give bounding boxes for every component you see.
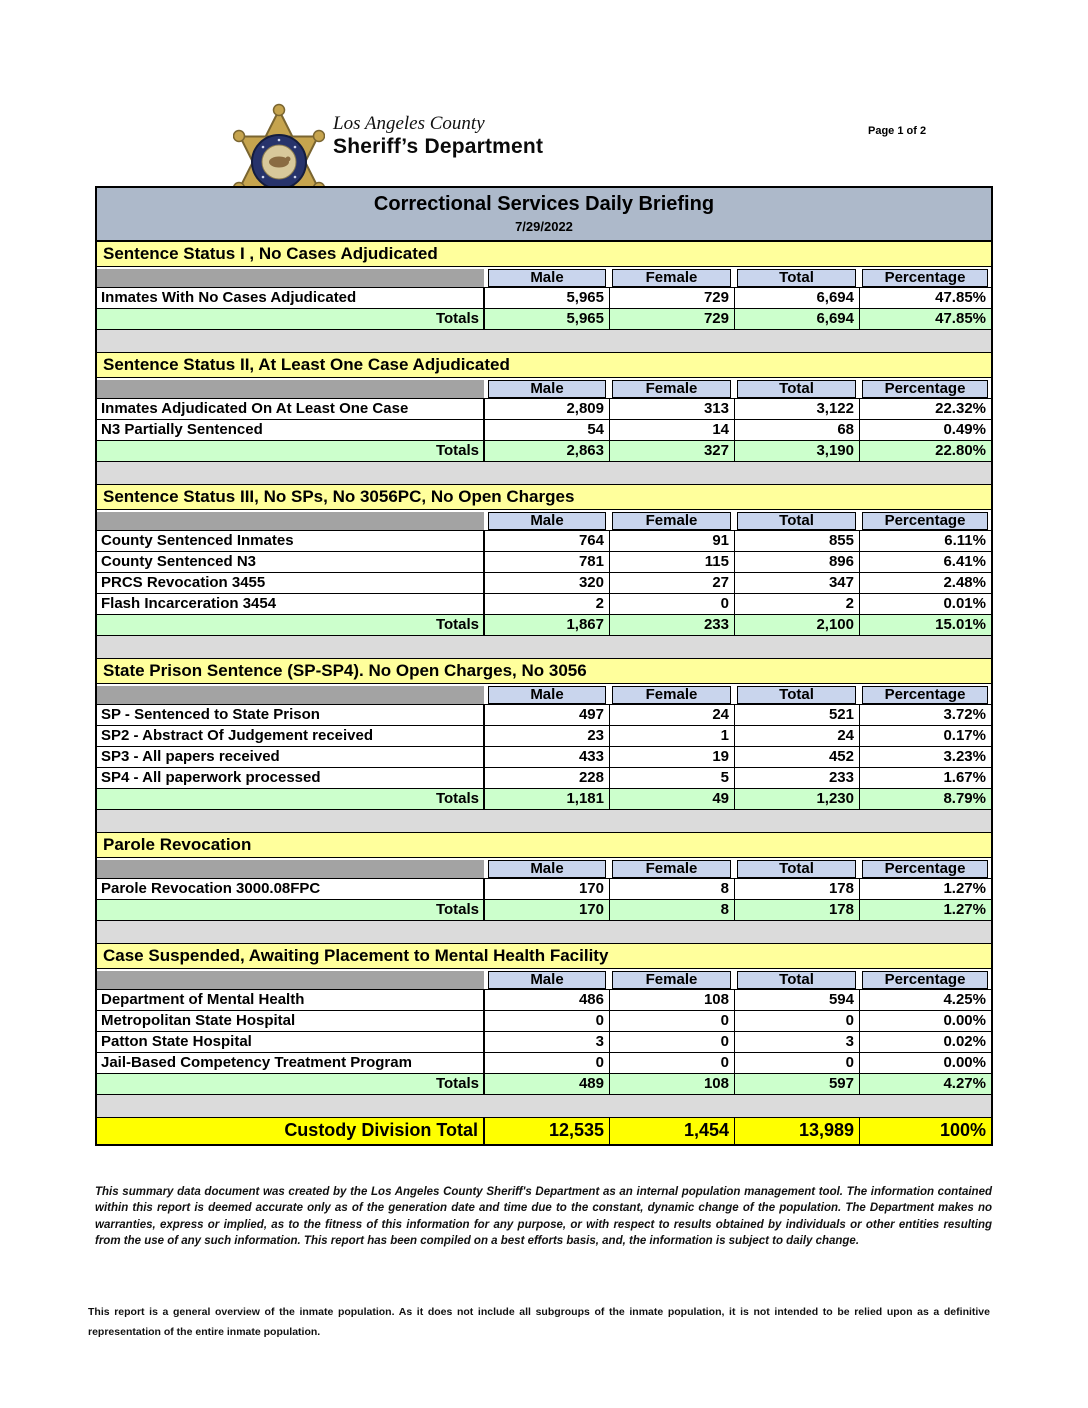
totals-percentage: 15.01% (859, 615, 991, 635)
column-header-male: Male (488, 380, 606, 398)
column-header-male: Male (488, 971, 606, 989)
blank-header-cell (97, 686, 484, 704)
cell-female: 0 (609, 1011, 734, 1031)
cell-percentage: 3.23% (859, 747, 991, 767)
totals-percentage: 1.27% (859, 900, 991, 920)
report-section (97, 944, 991, 1118)
cell-total: 347 (734, 573, 859, 593)
table-row (97, 552, 991, 573)
totals-percentage: 4.27% (859, 1074, 991, 1094)
totals-male: 170 (578, 901, 604, 918)
column-header-row (97, 684, 991, 705)
cell-female: 91 (609, 531, 734, 551)
row-label: County Sentenced Inmates (97, 531, 485, 551)
column-header-female: Female (612, 971, 731, 989)
cell-male: 433 (578, 748, 604, 765)
section-spacer (97, 462, 991, 485)
row-label: SP2 - Abstract Of Judgement received (97, 726, 485, 746)
cell-percentage: 1.27% (859, 879, 991, 899)
column-header-female: Female (612, 512, 731, 530)
cell-total: 0 (734, 1011, 859, 1031)
column-header-female: Female (612, 380, 731, 398)
totals-female: 729 (609, 309, 734, 329)
page-number-label: Page 1 of 2 (868, 125, 927, 137)
cell-male: 764 (578, 532, 604, 549)
column-header-total: Total (737, 380, 856, 398)
report-section (97, 833, 991, 944)
cell-percentage: 0.00% (859, 1011, 991, 1031)
totals-percentage: 47.85% (859, 309, 991, 329)
row-label: Inmates Adjudicated On At Least One Case (97, 399, 485, 419)
blank-header-cell (97, 971, 484, 989)
cell-female: 0 (609, 594, 734, 614)
cell-total: 2 (734, 594, 859, 614)
section-title: Case Suspended, Awaiting Placement to Mental Health Facility (97, 944, 991, 969)
totals-total: 2,100 (734, 615, 859, 635)
row-label: Inmates With No Cases Adjudicated (97, 288, 485, 308)
cell-female: 108 (609, 990, 734, 1010)
table-row (97, 531, 991, 552)
report-section (97, 485, 991, 659)
column-header-percentage: Percentage (862, 686, 988, 704)
totals-female: 8 (609, 900, 734, 920)
cell-total: 3,122 (734, 399, 859, 419)
column-header-percentage: Percentage (862, 512, 988, 530)
totals-male: 1,181 (566, 790, 604, 807)
cell-male: 23 (587, 727, 604, 744)
section-rows (97, 288, 991, 309)
cell-percentage: 6.41% (859, 552, 991, 572)
blank-header-cell (97, 269, 484, 287)
cell-percentage: 0.00% (859, 1053, 991, 1073)
column-header-male: Male (488, 686, 606, 704)
overview-note-paragraph: This report is a general overview of the inmate population. As it does not include all subgroups of the inmate population, it is not intended to be relied upon as a definitive representation of the entire inmate population. (88, 1306, 990, 1338)
grand-total-percentage: 100% (859, 1118, 991, 1144)
report-section (97, 659, 991, 833)
column-header-total: Total (737, 269, 856, 287)
row-label: Department of Mental Health (97, 990, 485, 1010)
section-rows (97, 531, 991, 615)
column-header-female: Female (612, 686, 731, 704)
section-rows (97, 879, 991, 900)
cell-total: 3 (734, 1032, 859, 1052)
custody-division-total-row (97, 1118, 991, 1144)
table-row (97, 288, 991, 309)
totals-total: 597 (734, 1074, 859, 1094)
table-row (97, 594, 991, 615)
cell-female: 14 (609, 420, 734, 440)
cell-total: 6,694 (734, 288, 859, 308)
totals-total: 6,694 (734, 309, 859, 329)
totals-female: 233 (609, 615, 734, 635)
table-row (97, 768, 991, 789)
logo-county-text: Los Angeles County (333, 113, 485, 134)
cell-total: 178 (734, 879, 859, 899)
cell-male: 170 (578, 880, 604, 897)
cell-total: 594 (734, 990, 859, 1010)
row-label: County Sentenced N3 (97, 552, 485, 572)
row-label: SP - Sentenced to State Prison (97, 705, 485, 725)
column-header-percentage: Percentage (862, 860, 988, 878)
row-label: Patton State Hospital (97, 1032, 485, 1052)
totals-row (97, 309, 991, 330)
column-header-total: Total (737, 686, 856, 704)
cell-percentage: 0.01% (859, 594, 991, 614)
report-section (97, 242, 991, 353)
report-title-bar (97, 188, 991, 242)
totals-total: 3,190 (734, 441, 859, 461)
totals-label: Totals (97, 309, 485, 329)
cell-percentage: 22.32% (859, 399, 991, 419)
section-title: Sentence Status II, At Least One Case Adjudicated (97, 353, 991, 378)
cell-female: 729 (609, 288, 734, 308)
cell-female: 0 (609, 1032, 734, 1052)
grand-total-total: 13,989 (734, 1118, 859, 1144)
column-header-percentage: Percentage (862, 380, 988, 398)
cell-percentage: 0.02% (859, 1032, 991, 1052)
cell-male: 2 (595, 595, 604, 612)
totals-label: Totals (97, 900, 485, 920)
totals-total: 1,230 (734, 789, 859, 809)
cell-male: 228 (578, 769, 604, 786)
report-title: Correctional Services Daily Briefing (373, 193, 715, 215)
section-spacer (97, 921, 991, 944)
blank-header-cell (97, 860, 484, 878)
column-header-row (97, 378, 991, 399)
column-header-male: Male (488, 860, 606, 878)
totals-male: 5,965 (566, 310, 604, 327)
totals-female: 108 (609, 1074, 734, 1094)
totals-percentage: 8.79% (859, 789, 991, 809)
totals-total: 178 (734, 900, 859, 920)
totals-male: 489 (578, 1075, 604, 1092)
cell-total: 233 (734, 768, 859, 788)
section-rows (97, 705, 991, 789)
totals-row (97, 1074, 991, 1095)
grand-total-male: 12,535 (548, 1120, 604, 1140)
cell-female: 8 (609, 879, 734, 899)
totals-row (97, 441, 991, 462)
section-spacer (97, 636, 991, 659)
table-row (97, 1032, 991, 1053)
table-row (97, 990, 991, 1011)
cell-female: 0 (609, 1053, 734, 1073)
totals-percentage: 22.80% (859, 441, 991, 461)
cell-total: 521 (734, 705, 859, 725)
column-header-row (97, 510, 991, 531)
totals-row (97, 900, 991, 921)
section-rows (97, 399, 991, 441)
cell-total: 68 (734, 420, 859, 440)
cell-percentage: 3.72% (859, 705, 991, 725)
cell-total: 855 (734, 531, 859, 551)
cell-male: 497 (578, 706, 604, 723)
cell-male: 5,965 (566, 289, 604, 306)
table-row (97, 705, 991, 726)
cell-percentage: 47.85% (859, 288, 991, 308)
cell-percentage: 2.48% (859, 573, 991, 593)
column-header-percentage: Percentage (862, 971, 988, 989)
column-header-male: Male (488, 269, 606, 287)
section-title: Sentence Status III, No SPs, No 3056PC, No Open Charges (97, 485, 991, 510)
cell-male: 781 (578, 553, 604, 570)
totals-male: 2,863 (566, 442, 604, 459)
row-label: Metropolitan State Hospital (97, 1011, 485, 1031)
totals-row (97, 789, 991, 810)
section-title: State Prison Sentence (SP-SP4). No Open Charges, No 3056 (97, 659, 991, 684)
table-row (97, 747, 991, 768)
blank-header-cell (97, 512, 484, 530)
row-label: N3 Partially Sentenced (97, 420, 485, 440)
totals-row (97, 615, 991, 636)
totals-male: 1,867 (566, 616, 604, 633)
cell-percentage: 1.67% (859, 768, 991, 788)
cell-total: 24 (734, 726, 859, 746)
column-header-female: Female (612, 860, 731, 878)
column-header-total: Total (737, 971, 856, 989)
row-label: Jail-Based Competency Treatment Program (97, 1053, 485, 1073)
cell-percentage: 6.11% (859, 531, 991, 551)
table-row (97, 879, 991, 900)
grand-total-label: Custody Division Total (97, 1118, 485, 1144)
cell-percentage: 0.49% (859, 420, 991, 440)
table-row (97, 420, 991, 441)
report-section (97, 353, 991, 485)
cell-female: 24 (609, 705, 734, 725)
totals-label: Totals (97, 1074, 485, 1094)
grand-total-female: 1,454 (609, 1118, 734, 1144)
cell-percentage: 4.25% (859, 990, 991, 1010)
row-label: SP3 - All papers received (97, 747, 485, 767)
section-spacer (97, 810, 991, 833)
disclaimer-paragraph: This summary data document was created by the Los Angeles County Sheriff's Department as an internal population management tool. The information contained within this report is deemed accurate only as of the generation date and time due to the constant, dynamic change of the population. The Department makes no warranties, express or implied, as to the fitness of this information for any purpose, or with respect to results obtained by individuals or other entities resulting from the use of any such information. This report has been compiled on a best efforts basis, and, the information is subject to daily change. (95, 1186, 992, 1247)
column-header-total: Total (737, 860, 856, 878)
section-rows (97, 990, 991, 1074)
cell-male: 3 (595, 1033, 604, 1050)
cell-male: 320 (578, 574, 604, 591)
column-header-row (97, 267, 991, 288)
cell-female: 5 (609, 768, 734, 788)
logo-department-text: Sheriff’s Department (333, 134, 544, 158)
column-header-percentage: Percentage (862, 269, 988, 287)
row-label: Flash Incarceration 3454 (97, 594, 485, 614)
totals-label: Totals (97, 789, 485, 809)
section-title: Sentence Status I , No Cases Adjudicated (97, 242, 991, 267)
totals-label: Totals (97, 441, 485, 461)
blank-header-cell (97, 380, 484, 398)
cell-male: 486 (578, 991, 604, 1008)
section-spacer (97, 330, 991, 353)
cell-female: 1 (609, 726, 734, 746)
sections-host (97, 242, 991, 1118)
totals-female: 327 (609, 441, 734, 461)
section-spacer (97, 1095, 991, 1118)
cell-female: 115 (609, 552, 734, 572)
totals-female: 49 (609, 789, 734, 809)
totals-label: Totals (97, 615, 485, 635)
report-date: 7/29/2022 (515, 219, 573, 234)
cell-total: 452 (734, 747, 859, 767)
column-header-total: Total (737, 512, 856, 530)
row-label: PRCS Revocation 3455 (97, 573, 485, 593)
table-row (97, 399, 991, 420)
table-row (97, 573, 991, 594)
cell-male: 0 (595, 1054, 604, 1071)
column-header-female: Female (612, 269, 731, 287)
briefing-table (95, 186, 993, 1146)
row-label: Parole Revocation 3000.08FPC (97, 879, 485, 899)
cell-female: 19 (609, 747, 734, 767)
cell-male: 54 (587, 421, 604, 438)
cell-male: 2,809 (566, 400, 604, 417)
cell-female: 27 (609, 573, 734, 593)
cell-female: 313 (609, 399, 734, 419)
column-header-male: Male (488, 512, 606, 530)
cell-male: 0 (595, 1012, 604, 1029)
column-header-row (97, 969, 991, 990)
cell-total: 0 (734, 1053, 859, 1073)
row-label: SP4 - All paperwork processed (97, 768, 485, 788)
table-row (97, 726, 991, 747)
table-row (97, 1053, 991, 1074)
table-row (97, 1011, 991, 1032)
column-header-row (97, 858, 991, 879)
section-title: Parole Revocation (97, 833, 991, 858)
cell-percentage: 0.17% (859, 726, 991, 746)
cell-total: 896 (734, 552, 859, 572)
